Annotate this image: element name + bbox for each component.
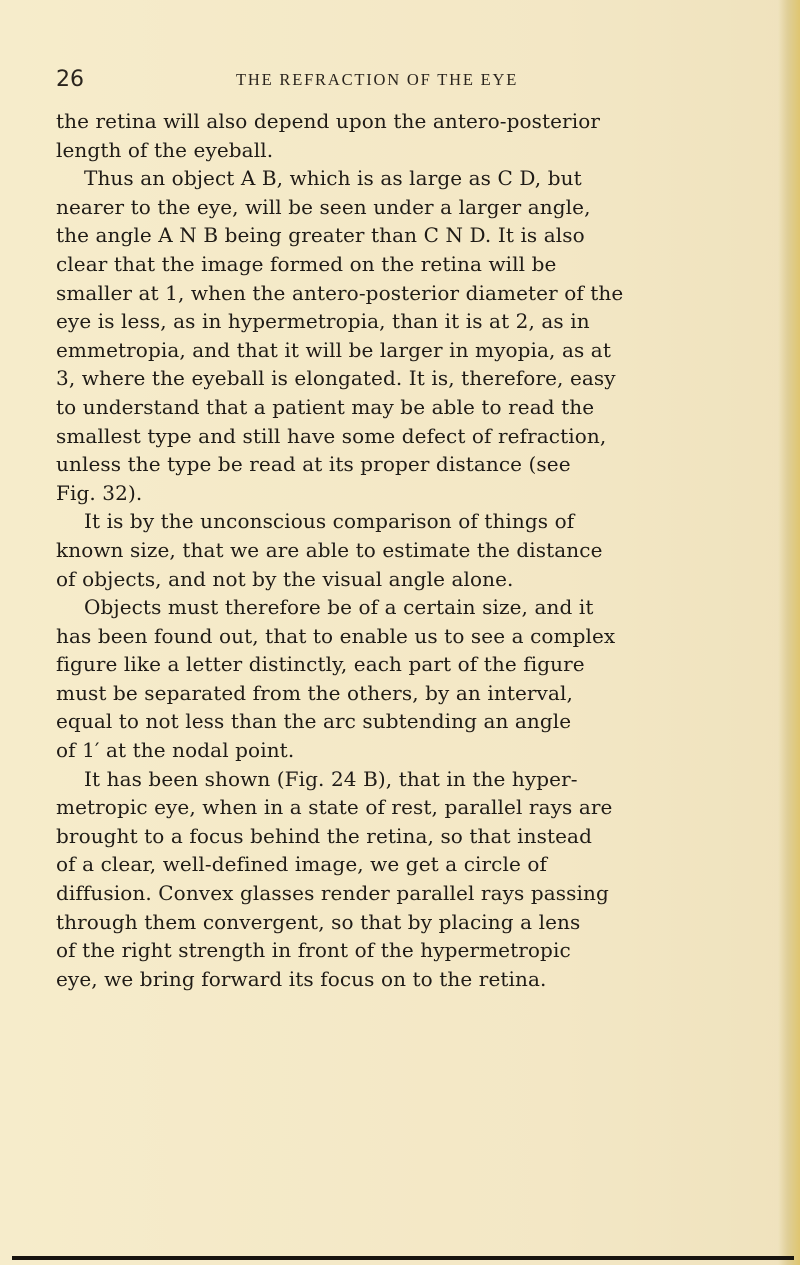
text-line: of a clear, well-defined image, we get a circle of [56,852,547,877]
text-line: diffusion. Convex glasses render parallel rays passing [56,881,609,906]
text-line: the retina will also depend upon the antero-posterior [56,109,601,133]
running-head: THE REFRACTION OF THE EYE [236,70,519,89]
paragraph-start-line: Thus an object A B, which is as large as C D, but [84,166,582,191]
text-line: through them convergent, so that by placing a lens [56,909,581,934]
text-line: of objects, and not by the visual angle alone. [56,566,514,591]
text-line: smaller at 1, when the antero-posterior diameter of the [56,280,624,305]
paragraph-start-line: It has been shown (Fig. 24 B), that in the hyper- [84,766,578,791]
paragraph-start-line: Objects must therefore be of a certain size, and it [84,595,594,620]
text-line: figure like a letter distinctly, each part of the figure [56,652,585,677]
paragraph-start-line: It is by the unconscious comparison of things of [84,509,575,534]
text-line: length of the eyeball. [56,137,274,162]
text-line: the angle A N B being greater than C N D. It is also [56,223,585,248]
text-line: brought to a focus behind the retina, so that instead [56,823,592,848]
text-line: nearer to the eye, will be seen under a larger angle, [56,194,591,219]
text-line: smallest type and still have some defect of refraction, [56,423,607,448]
text-line: eye is less, as in hypermetropia, than it is at 2, as in [56,309,590,334]
scan-bottom-edge [12,1256,794,1260]
text-line: of 1′ at the nodal point. [56,738,295,763]
text-line: equal to not less than the arc subtending an angle [56,709,572,734]
text-line: of the right strength in front of the hypermetropic [56,938,571,963]
text-line: known size, that we are able to estimate the distance [56,537,603,562]
page-header [56,66,756,94]
text-line: has been found out, that to enable us to see a complex [56,623,616,648]
text-line: 3, where the eyeball is elongated. It is, therefore, easy [56,366,616,391]
text-line: eye, we bring forward its focus on to the retina. [56,966,547,991]
text-line: unless the type be read at its proper distance (see [56,452,571,477]
text-line: must be separated from the others, by an interval, [56,680,573,705]
page-number: 26 [56,67,84,92]
body-text [56,107,756,993]
text-line: emmetropia, and that it will be larger in myopia, as at [56,337,611,362]
text-line: to understand that a patient may be able to read the [56,394,595,419]
page-edge-shadow [778,0,800,1265]
text-line: clear that the image formed on the retina will be [56,251,557,276]
text-line: Fig. 32). [56,480,143,505]
text-line: metropic eye, when in a state of rest, parallel rays are [56,795,613,820]
